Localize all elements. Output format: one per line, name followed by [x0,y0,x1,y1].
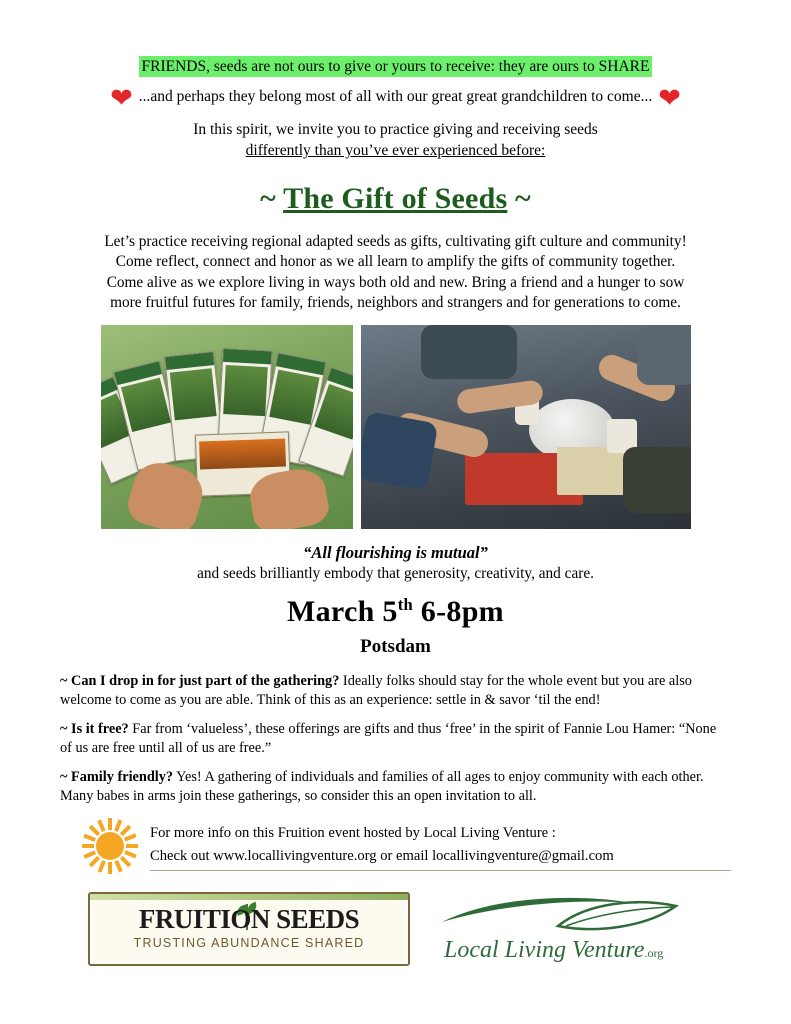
title-tilde-right: ~ [515,182,531,216]
heart-line [60,83,731,114]
info-line-2[interactable]: Check out www.locallivingventure.org or email locallivingventure@gmail.com [150,845,731,871]
local-living-venture-logo [438,892,688,966]
faq-item [60,672,731,709]
title-text: The Gift of Seeds [283,182,508,216]
invite-block [60,120,731,162]
photo-seed-sorting [361,325,691,529]
faq-answer: Far from ‘valueless’, these offerings are gifts and thus ‘free’ in the spirit of Fannie Lou Hamer: “None of us are free until all of us are free.” [60,721,717,756]
quote-line [60,543,731,563]
photo-seed-packets [101,325,353,529]
sleeve-shape [421,325,517,379]
sleeve-shape [637,325,691,385]
llv-name-text: Local Living Venture [444,937,645,964]
page-title [260,182,531,216]
lede-line: more fruitful futures for family, friends, neighbors and strangers and for generations to come. [110,293,681,311]
quote-text: “All flourishing is mutual” [303,542,488,562]
event-date-main: March 5 [287,594,398,628]
lede-paragraph [60,232,731,313]
banner-headline: FRIENDS, seeds are not ours to give or yours to receive: they are ours to SHARE [139,56,653,77]
sleeve-shape [361,411,438,490]
faq-question: ~ Family friendly? [60,769,174,786]
info-lines [150,816,731,870]
fruition-seeds-name: FRUITION SEEDS [138,904,360,935]
invite-line-2: differently than you’ve ever experienced before: [245,142,546,160]
faq-answer: Yes! A gathering of individuals and families of all ages to enjoy community with each other. Many babes in arms join these gatherings, so consider this an open invitation to all. [60,769,704,804]
heart-icon: ❤ [658,83,681,114]
event-city: Potsdam [360,635,431,657]
fruition-seeds-logo [88,892,410,966]
event-date [60,595,731,629]
faq-question: ~ Is it free? [60,721,129,738]
logo-row [60,892,731,966]
photo-row [60,325,731,529]
quote-subtitle: and seeds brilliantly embody that generosity, creativity, and care. [197,564,594,582]
lede-line: Come alive as we explore living in ways both old and new. Bring a friend and a hunger to sow [106,273,685,291]
faq-section [60,672,731,805]
sleeve-shape [623,447,691,513]
lede-line: Let’s practice receiving regional adapted seeds as gifts, cultivating gift culture and community! [104,233,687,251]
faq-question: ~ Can I drop in for just part of the gathering? [60,672,340,689]
leaf-icon [438,892,688,938]
heart-line-text: ...and perhaps they belong most of all with our great great grandchildren to come... [138,87,653,105]
banner-row [60,56,731,77]
heart-icon: ❤ [110,83,133,114]
title-wrap [60,182,731,216]
event-date-sup: th [397,594,413,614]
lede-line: Come reflect, connect and honor as we all learn to amplify the gifts of community together. [115,253,676,271]
faq-item [60,768,731,805]
title-tilde-left: ~ [260,182,276,216]
local-living-venture-name [444,937,663,964]
fruition-seeds-tagline: TRUSTING ABUNDANCE SHARED [133,936,365,951]
info-block [60,816,731,878]
info-line-1: For more info on this Fruition event hosted by Local Living Venture : [150,825,556,842]
event-time: 6-8pm [413,594,504,628]
llv-suffix: .org [644,946,664,961]
faq-item [60,720,731,757]
invite-line-1: In this spirit, we invite you to practice giving and receiving seeds [193,121,598,139]
sun-icon [82,818,138,874]
faq-answer: Ideally folks should stay for the whole event but you are also welcome to come as you are able. Think of this as an experience: settle in & savor ‘til the end! [60,672,692,708]
